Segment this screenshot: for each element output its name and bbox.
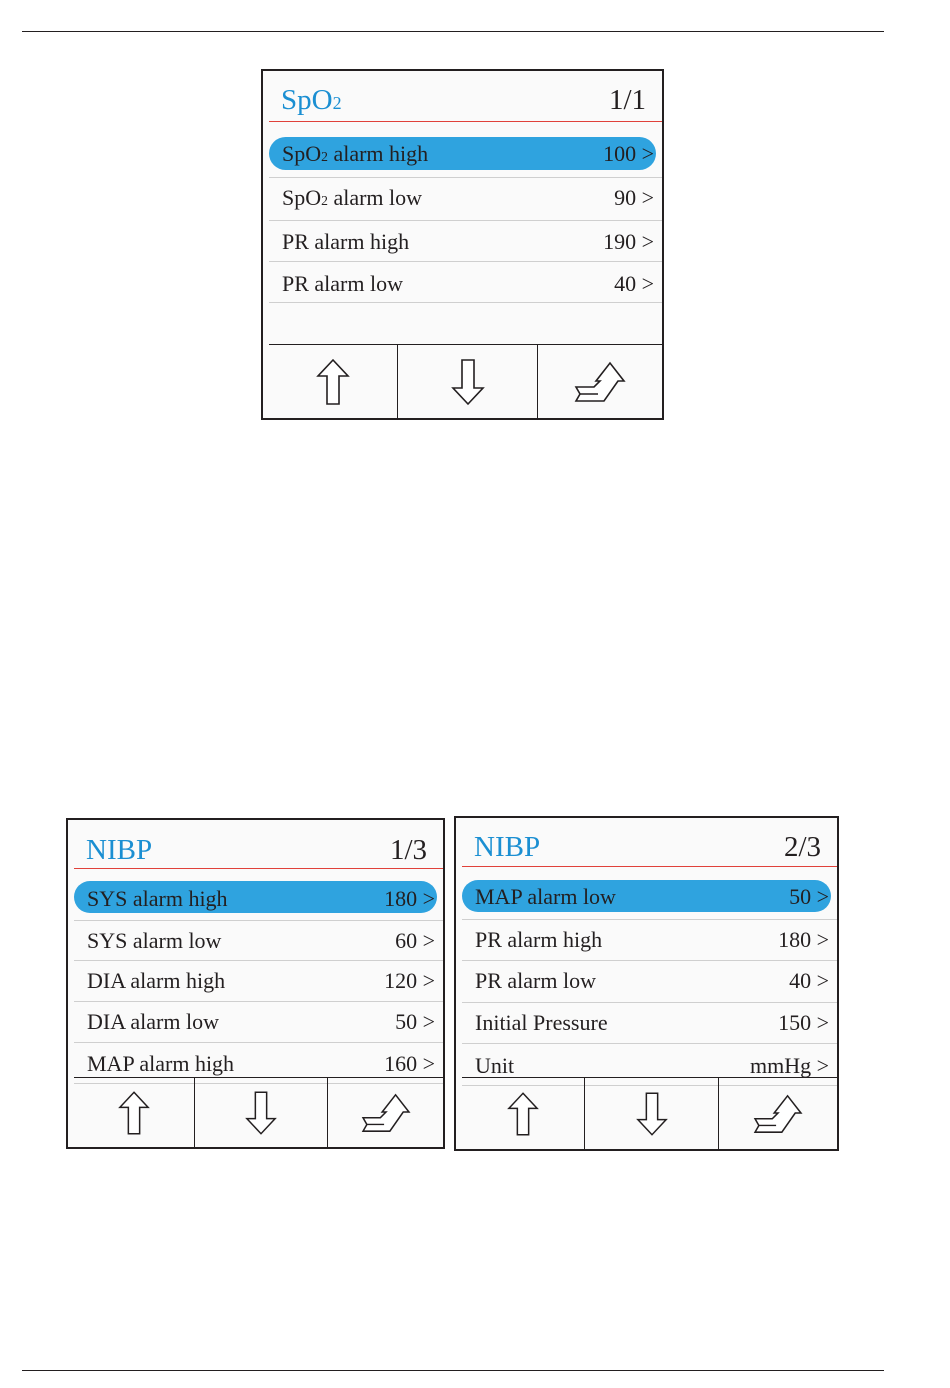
menu-item-sys-alarm-low[interactable] [74,921,443,961]
menu-item-value: 100 > [603,141,654,166]
menu-item-value: 190 > [603,229,654,254]
menu-item-value: 40 > [614,271,654,296]
menu-item-pr-alarm-high[interactable] [462,920,837,961]
page-indicator: 1/1 [608,84,646,116]
menu-item-label: DIA alarm low [87,1009,219,1034]
menu-item-label: Initial Pressure [475,1010,608,1035]
scroll-up-button[interactable] [269,345,397,418]
screen-title: SpO2 [281,84,342,116]
menu-item-spo2-alarm-high[interactable] [269,134,662,178]
menu-item-pr-alarm-low[interactable] [269,262,662,303]
alarm-menu-list [462,877,837,1086]
bottom-page-rule [22,1370,884,1371]
arrow-up-icon [118,1090,150,1136]
menu-item-value: 40 > [789,968,829,993]
scroll-down-button[interactable] [397,345,537,418]
menu-item-label: PR alarm high [282,229,410,254]
arrow-up-icon [316,358,350,406]
menu-item-initial-pressure[interactable] [462,1003,837,1044]
menu-item-pr-alarm-high[interactable] [269,221,662,262]
navigation-button-bar [462,1077,837,1149]
alarm-menu-list [74,878,443,1084]
nibp-alarm-screen-page-2 [454,816,839,1151]
page-indicator: 2/3 [783,831,821,863]
screen-title: NIBP [86,834,153,866]
return-arrow-icon [753,1092,803,1136]
return-button[interactable] [327,1078,443,1147]
menu-item-label: DIA alarm high [87,968,226,993]
menu-item-value: 150 > [778,1010,829,1035]
alarm-menu-list [269,134,662,303]
title-divider [74,868,443,869]
menu-item-label: SpO2 alarm low [282,185,423,210]
navigation-button-bar [269,344,662,418]
menu-item-pr-alarm-low[interactable] [462,961,837,1003]
scroll-down-button[interactable] [584,1078,718,1149]
return-arrow-icon [361,1091,411,1135]
arrow-down-icon [245,1090,277,1136]
menu-item-label: SYS alarm low [87,928,222,953]
navigation-button-bar [74,1077,443,1147]
menu-item-value: 160 > [384,1051,435,1076]
top-page-rule [22,31,884,32]
menu-item-value: 180 > [384,886,435,911]
page-indicator: 1/3 [389,834,427,866]
title-divider [462,866,837,867]
arrow-up-icon [507,1091,539,1137]
menu-item-value: 60 > [395,928,435,953]
spo2-alarm-screen [261,69,664,420]
menu-item-map-alarm-low[interactable] [462,877,837,920]
arrow-down-icon [451,358,485,406]
scroll-up-button[interactable] [462,1078,584,1149]
menu-item-label: PR alarm low [475,968,596,993]
scroll-up-button[interactable] [74,1078,194,1147]
menu-item-value: 120 > [384,968,435,993]
menu-item-value: 50 > [395,1009,435,1034]
return-button[interactable] [537,345,662,418]
menu-item-label: SpO2 alarm high [282,141,429,166]
menu-item-label: PR alarm high [475,927,603,952]
menu-item-label: MAP alarm high [87,1051,235,1076]
menu-item-spo2-alarm-low[interactable] [269,178,662,221]
menu-item-dia-alarm-low[interactable] [74,1002,443,1043]
menu-item-value: 90 > [614,185,654,210]
menu-item-label: SYS alarm high [87,886,228,911]
screen-title: NIBP [474,831,541,863]
menu-item-dia-alarm-high[interactable] [74,961,443,1002]
menu-item-label: PR alarm low [282,271,403,296]
scroll-down-button[interactable] [194,1078,327,1147]
menu-item-label: Unit [475,1053,515,1078]
menu-item-sys-alarm-high[interactable] [74,878,443,921]
return-button[interactable] [718,1078,837,1149]
menu-item-value: 180 > [778,927,829,952]
return-arrow-icon [574,359,626,405]
menu-item-value: 50 > [789,884,829,909]
menu-item-label: MAP alarm low [475,884,616,909]
arrow-down-icon [636,1091,668,1137]
menu-item-value: mmHg > [749,1053,829,1078]
nibp-alarm-screen-page-1 [66,818,445,1149]
title-divider [269,121,662,122]
